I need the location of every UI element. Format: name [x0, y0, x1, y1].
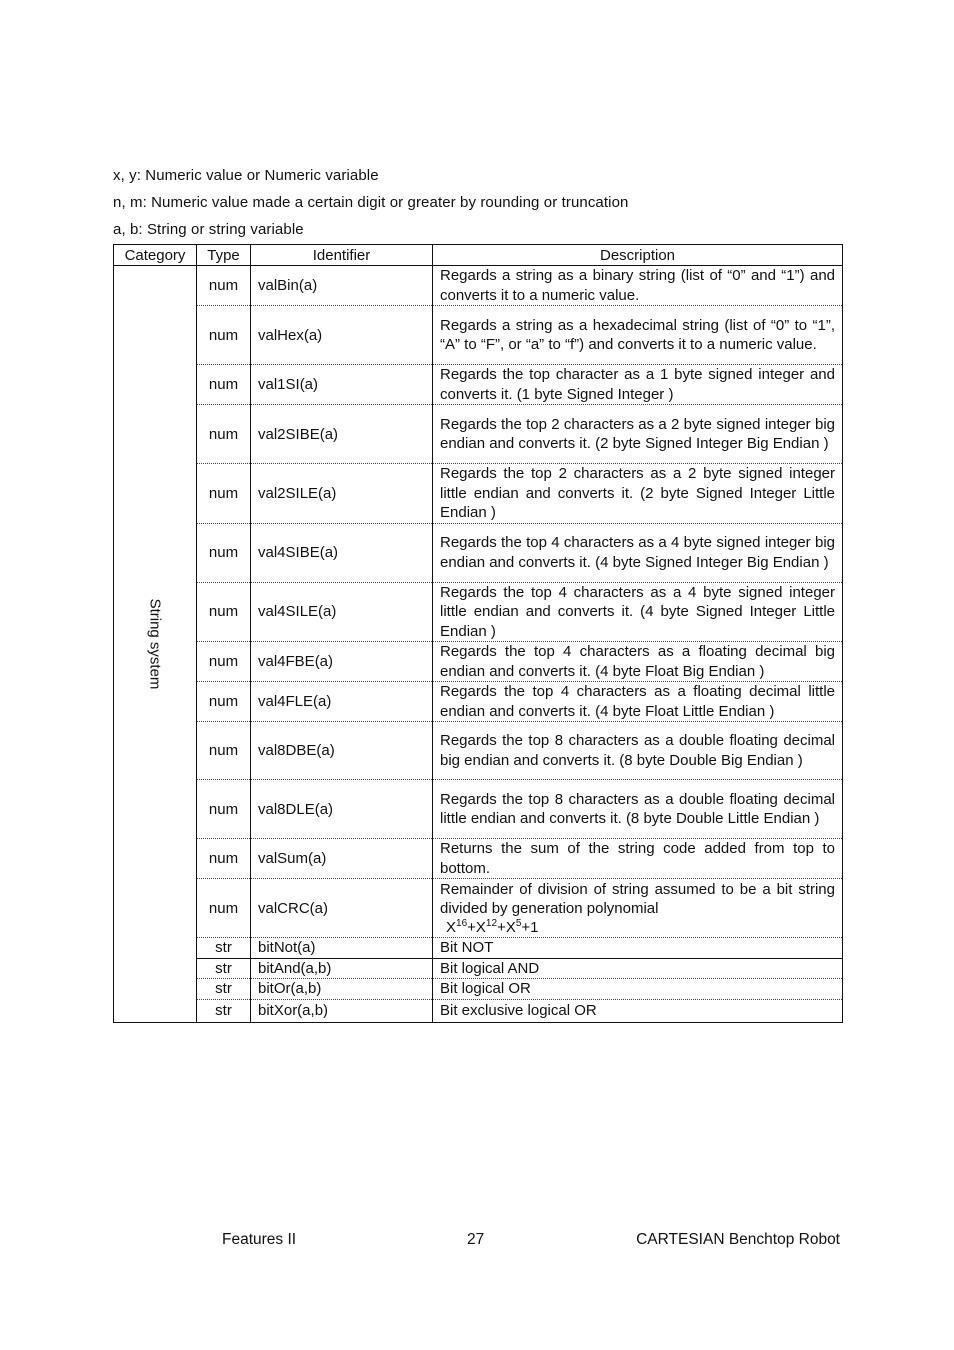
description-cell: Regards the top 4 characters as a 4 byte signed integer big endian and converts it. (4 byte Signed Integer Big Endian ) — [433, 523, 843, 582]
table-row — [114, 938, 843, 959]
type-cell: str — [197, 979, 251, 1000]
description-cell: Bit NOT — [433, 938, 843, 959]
description-cell: Regards the top 4 characters as a 4 byte signed integer little endian and converts it. (4 byte Signed Integer Little Endian ) — [433, 582, 843, 642]
header-description: Description — [433, 245, 843, 266]
table-row — [114, 523, 843, 582]
identifier-cell: val4FLE(a) — [251, 682, 433, 722]
table-row — [114, 365, 843, 405]
type-cell: num — [197, 780, 251, 839]
type-cell: str — [197, 958, 251, 979]
identifier-cell: valBin(a) — [251, 266, 433, 306]
description-cell: Regards the top 2 characters as a 2 byte signed integer little endian and converts it. (2 byte Signed Integer Little Endian ) — [433, 464, 843, 524]
header-identifier: Identifier — [251, 245, 433, 266]
identifier-cell: bitNot(a) — [251, 938, 433, 959]
type-cell: str — [197, 938, 251, 959]
category-label: String system — [146, 598, 164, 690]
legend-xy: x, y: Numeric value or Numeric variable — [113, 167, 379, 184]
legend — [113, 167, 628, 248]
table-row — [114, 306, 843, 365]
table-row — [114, 405, 843, 464]
type-cell: num — [197, 405, 251, 464]
crc-polynomial: $X^{16}+X^{12}+X^5+1$ — [446, 917, 539, 936]
identifier-cell: val1SI(a) — [251, 365, 433, 405]
description-cell: Bit logical OR — [433, 979, 843, 1000]
description-cell: Bit exclusive logical OR — [433, 999, 843, 1022]
identifier-cell: val4FBE(a) — [251, 642, 433, 682]
identifier-cell: valCRC(a) — [251, 879, 433, 938]
description-cell: Regards a string as a binary string (list of “0” and “1”) and converts it to a numeric value. — [433, 266, 843, 306]
description-cell: Regards the top 2 characters as a 2 byte signed integer big endian and converts it. (2 byte Signed Integer Big Endian ) — [433, 405, 843, 464]
table-row — [114, 642, 843, 682]
type-cell: num — [197, 464, 251, 524]
type-cell: num — [197, 306, 251, 365]
type-cell: str — [197, 999, 251, 1022]
identifier-cell: val8DBE(a) — [251, 722, 433, 780]
description-cell: Regards a string as a hexadecimal string (list of “0” to “1”, “A” to “F”, or “a” to “f”) and converts it to a numeric value. — [433, 306, 843, 365]
table-row — [114, 682, 843, 722]
table-row — [114, 958, 843, 979]
table-row — [114, 839, 843, 879]
table-row — [114, 722, 843, 780]
legend-nm: n, m: Numeric value made a certain digit or greater by rounding or truncation — [113, 194, 629, 211]
table-row — [114, 266, 843, 306]
identifier-cell: valSum(a) — [251, 839, 433, 879]
table-row — [114, 879, 843, 938]
header-type: Type — [197, 245, 251, 266]
footer-page-number: 27 — [467, 1231, 485, 1248]
description-cell: Regards the top 8 characters as a double floating decimal little endian and converts it. (8 byte Double Little Endian ) — [433, 780, 843, 839]
footer-product-name: CARTESIAN Benchtop Robot — [636, 1231, 840, 1248]
identifier-cell: val4SIBE(a) — [251, 523, 433, 582]
table-row — [114, 582, 843, 642]
type-cell: num — [197, 839, 251, 879]
category-cell — [114, 266, 197, 1023]
type-cell: num — [197, 722, 251, 780]
type-cell: num — [197, 642, 251, 682]
header-category: Category — [114, 245, 197, 266]
description-cell: Regards the top 4 characters as a floating decimal big endian and converts it. (4 byte Float Big Endian ) — [433, 642, 843, 682]
identifier-cell: val4SILE(a) — [251, 582, 433, 642]
type-cell: num — [197, 523, 251, 582]
legend-ab: a, b: String or string variable — [113, 221, 304, 238]
table-row — [114, 780, 843, 839]
type-cell: num — [197, 266, 251, 306]
description-cell: Returns the sum of the string code added from top to bottom. — [433, 839, 843, 879]
header-row — [114, 245, 843, 266]
description-cell: Regards the top character as a 1 byte signed integer and converts it. (1 byte Signed Integer ) — [433, 365, 843, 405]
crc-description-text: Remainder of division of string assumed to be a bit string divided by generation polynomial — [440, 880, 835, 917]
table-row — [114, 979, 843, 1000]
description-cell: Regards the top 8 characters as a double floating decimal big endian and converts it. (8 byte Double Big Endian ) — [433, 722, 843, 780]
type-cell: num — [197, 682, 251, 722]
table-row — [114, 464, 843, 524]
function-table — [113, 244, 843, 1023]
description-cell — [433, 879, 843, 938]
identifier-cell: valHex(a) — [251, 306, 433, 365]
identifier-cell: val2SILE(a) — [251, 464, 433, 524]
identifier-cell: bitXor(a,b) — [251, 999, 433, 1022]
identifier-cell: val2SIBE(a) — [251, 405, 433, 464]
description-cell: Regards the top 4 characters as a floating decimal little endian and converts it. (4 byte Float Little Endian ) — [433, 682, 843, 722]
type-cell: num — [197, 582, 251, 642]
identifier-cell: bitOr(a,b) — [251, 979, 433, 1000]
table-row — [114, 999, 843, 1022]
footer-section-title: Features II — [222, 1231, 297, 1248]
identifier-cell: bitAnd(a,b) — [251, 958, 433, 979]
description-cell: Bit logical AND — [433, 958, 843, 979]
type-cell: num — [197, 879, 251, 938]
identifier-cell: val8DLE(a) — [251, 780, 433, 839]
type-cell: num — [197, 365, 251, 405]
